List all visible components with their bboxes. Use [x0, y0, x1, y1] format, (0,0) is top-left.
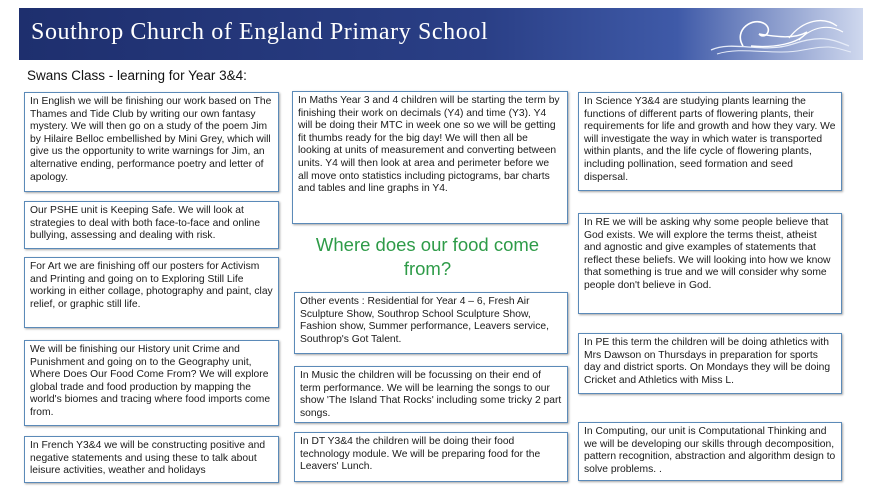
school-name: Southrop Church of England Primary School: [31, 19, 489, 45]
dt-text: In DT Y3&4 the children will be doing their food technology module. We will be preparing food for the Leavers' Lunch.: [300, 436, 541, 473]
swan-logo-icon: [703, 10, 853, 58]
other-events-box: [294, 292, 568, 354]
art-text: For Art we are finishing off our posters for Activism and Printing and going on to Exploring Still Life working in either collage, photography and paint, clay relief, or graphic still life.: [30, 261, 273, 310]
school-banner: [19, 8, 863, 60]
french-text: In French Y3&4 we will be constructing positive and negative statements and using these to talk about leisure activities, weather and holidays: [30, 440, 266, 477]
maths-box: [292, 91, 568, 224]
science-text: In Science Y3&4 are studying plants learning the functions of different parts of flowering plants, their requirements for life and growth and how they vary. We will investigate the way in which water is transported within plants, and the life cycle of flowering plants, including pollination, seed formation and seed dispersal.: [584, 96, 836, 183]
topic-question: Where does our food come from?: [315, 234, 540, 279]
dt-box: [294, 432, 568, 482]
music-box: [294, 366, 568, 423]
other-events-text: Other events : Residential for Year 4 – 6, Fresh Air Sculpture Show, Southrop School Sculpture Show, Fashion show, Summer performance, Leavers service, Southrop's Got Talent.: [300, 296, 549, 345]
french-box: [24, 436, 279, 483]
music-text: In Music the children will be focussing on their end of term performance. We will be learning the songs to our show 'The Island That Rocks' including some tricky 2 part songs.: [300, 370, 562, 419]
science-box: [578, 92, 842, 191]
pshe-text: Our PSHE unit is Keeping Safe. We will look at strategies to deal with both face-to-face and online bullying, assessing and dealing with risk.: [30, 205, 261, 242]
pe-text: In PE this term the children will be doing athletics with Mrs Dawson on Thursdays in preparation for sports day and district sports. On Mondays they will be doing Cricket and Athletics with Miss L.: [584, 337, 831, 386]
maths-text: In Maths Year 3 and 4 children will be starting the term by finishing their work on decimals (Y4) and time (Y3). Y4 will be doing their MTC in week one so we will be getting fit thumbs ready for the big day! We will then all be looking at units of measurement and converting between units. Y4 will then look at area and perimeter before we all move onto statistics including pictograms, bar charts and tables and line graphs in Y4.: [298, 95, 560, 195]
re-text: In RE we will be asking why some people believe that God exists. We will explore the terms theist, atheist and agnostic and give examples of statements that reflect these beliefs. We will looking into how we know that something is true and we will consider why some people don't believe in God.: [584, 217, 831, 291]
pe-box: [578, 333, 842, 394]
history-geography-box: [24, 340, 279, 426]
history-geography-text: We will be finishing our History unit Crime and Punishment and going on to the Geography unit, Where Does Our Food Come From? We will explore global trade and food production by mapping the world's biomes and tracing where food imports come from.: [30, 344, 271, 418]
class-heading: Swans Class - learning for Year 3&4:: [27, 68, 247, 83]
re-box: [578, 213, 842, 314]
pshe-box: [24, 201, 279, 249]
art-box: [24, 257, 279, 328]
english-text: In English we will be finishing our work based on The Thames and Tide Club by writing our own fantasy mystery. We will then go on a study of the poem Jim by Hilaire Belloc embellished by Mini Grey, which will give us the opportunity to write warnings for Jim, an alternative ending, performance poetry and letter of apology.: [30, 96, 272, 183]
computing-text: In Computing, our unit is Computational Thinking and we will be developing our skills through decomposition, pattern recognition, abstraction and algorithm design to solve problems. .: [584, 426, 836, 475]
computing-box: [578, 422, 842, 481]
english-box: [24, 92, 279, 192]
